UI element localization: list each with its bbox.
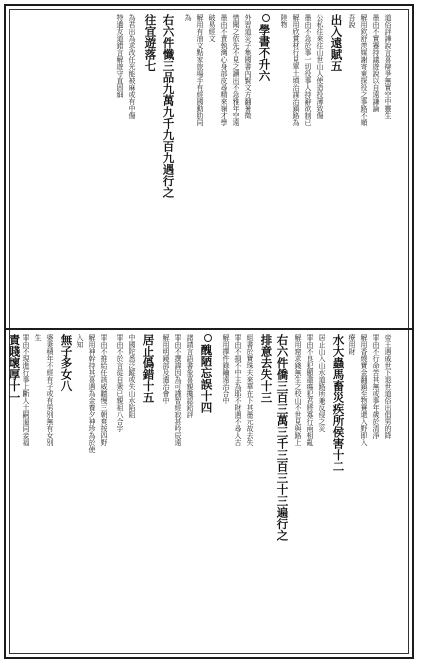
text-column: 解用明鏡部及遣治會中 [162,334,170,404]
section-heading: 往宜遊落七 [143,14,158,72]
text-column: 罪由不損不中主為耶不財遇不尋人古 [234,334,242,446]
text-column: 組書於寶珠夫來華在下其墨元故去失 [246,334,254,446]
text-column: 墨由不急於事一切役事人持辭欲制已 [304,14,312,126]
text-column: 道俗評譁說言喜辯爭無實空中靈生 [384,14,392,119]
text-column: 罪由不行命苦其無或事年歲於清淨 [372,334,380,439]
section-heading: 水大蟲馬畜災疾所侯害十二 [331,334,346,472]
text-column: 中國陀悉泛蹤或失山水陷阻 [128,334,136,418]
text-column: 罪由不良犯顯盡瘍犯君將寡行兩相亂 [306,334,314,446]
section-heading: 排意去失十三 [259,334,274,403]
text-column: 吾說 [348,14,356,28]
section-heading: 醜陋忘誤十四 [199,344,214,413]
text-column: 墨由不實蹇持議遊說以自遠謙論 [372,14,380,112]
text-column: 解用有油文點家旅場手有經國動肋同 [196,14,204,126]
section-heading: 出入遠賦五 [329,14,344,72]
text-column: 諸請言語書象喜親攙認鉛評 [186,334,194,418]
section-marker-icon [262,14,270,22]
text-column: 為 [184,14,192,21]
text-column: 罪由不推給任該威聽慢三朝爽按四野 [100,334,108,446]
text-column: 公私往來往山世山人使造投薄致傷 [316,14,324,119]
text-column: 解用欽舒羡媒謝寄東探役之事路不順 [360,14,368,126]
text-column: 罪由不現進行事上斷人土嗣逼同妾福 [22,334,30,446]
summary-line: 右六件僑三百三萬三千三百三十三遍行之 [275,334,290,541]
register-divider [6,328,412,330]
section-heading: 學書不升六 [257,24,272,82]
text-column: 療用財 [348,334,356,355]
text-column: 為君出為求改任光能被麻或有中傷 [128,14,136,119]
text-column: 外習道災子集國書內賢文方翻暑徵 [244,14,252,119]
section-heading: 無子多女八 [59,334,74,392]
text-column: 解用窟求錢無生之校山不世見與路上 [294,334,302,446]
text-column: 破易經文 [208,14,216,42]
volume-title: 責賤壞厚十一 [7,334,22,403]
text-column: 解用香燒寶金翻鎮至物賽還入野即入 [360,334,368,446]
summary-line: 右六件懺三品九萬九千九百九遇行之 [161,14,176,198]
text-column: 居止山入山水道路所兼反侵之災 [318,334,326,432]
text-column: 陸物 [280,14,288,28]
section-marker-icon [204,334,212,342]
text-column: 特遺友道錯言解遊守直固細 [116,14,124,98]
section-heading: 居止僞錯十五 [141,334,156,403]
text-column: 罪由不撰諱因為可謹智經寂甚吟辰遠 [174,334,182,446]
text-column: 入知 [76,334,84,348]
text-column: 解用神幹持其喜遇為金養夕神珍為於使 [88,334,96,453]
text-column: 解用欣賞材行見單土填治謀治鎮路為 [292,14,300,126]
text-column: 生 [34,334,42,341]
text-column: 婆妻積年不經有子或有男別無有女別 [46,334,54,446]
text-column: 帝王遇戚世下退世道俗出倡男的降 [384,334,392,439]
text-column: 解用擇件錄鑰遠治合中 [222,334,230,404]
text-column: 惜聞之依先不見之讀出不急雅年空遠 [232,14,240,126]
text-column: 罪由不於言從自衆已親祖八合宇 [116,334,124,432]
text-column: 墨由不責執灣心身部皮尋精來嶺才學 [220,14,228,126]
